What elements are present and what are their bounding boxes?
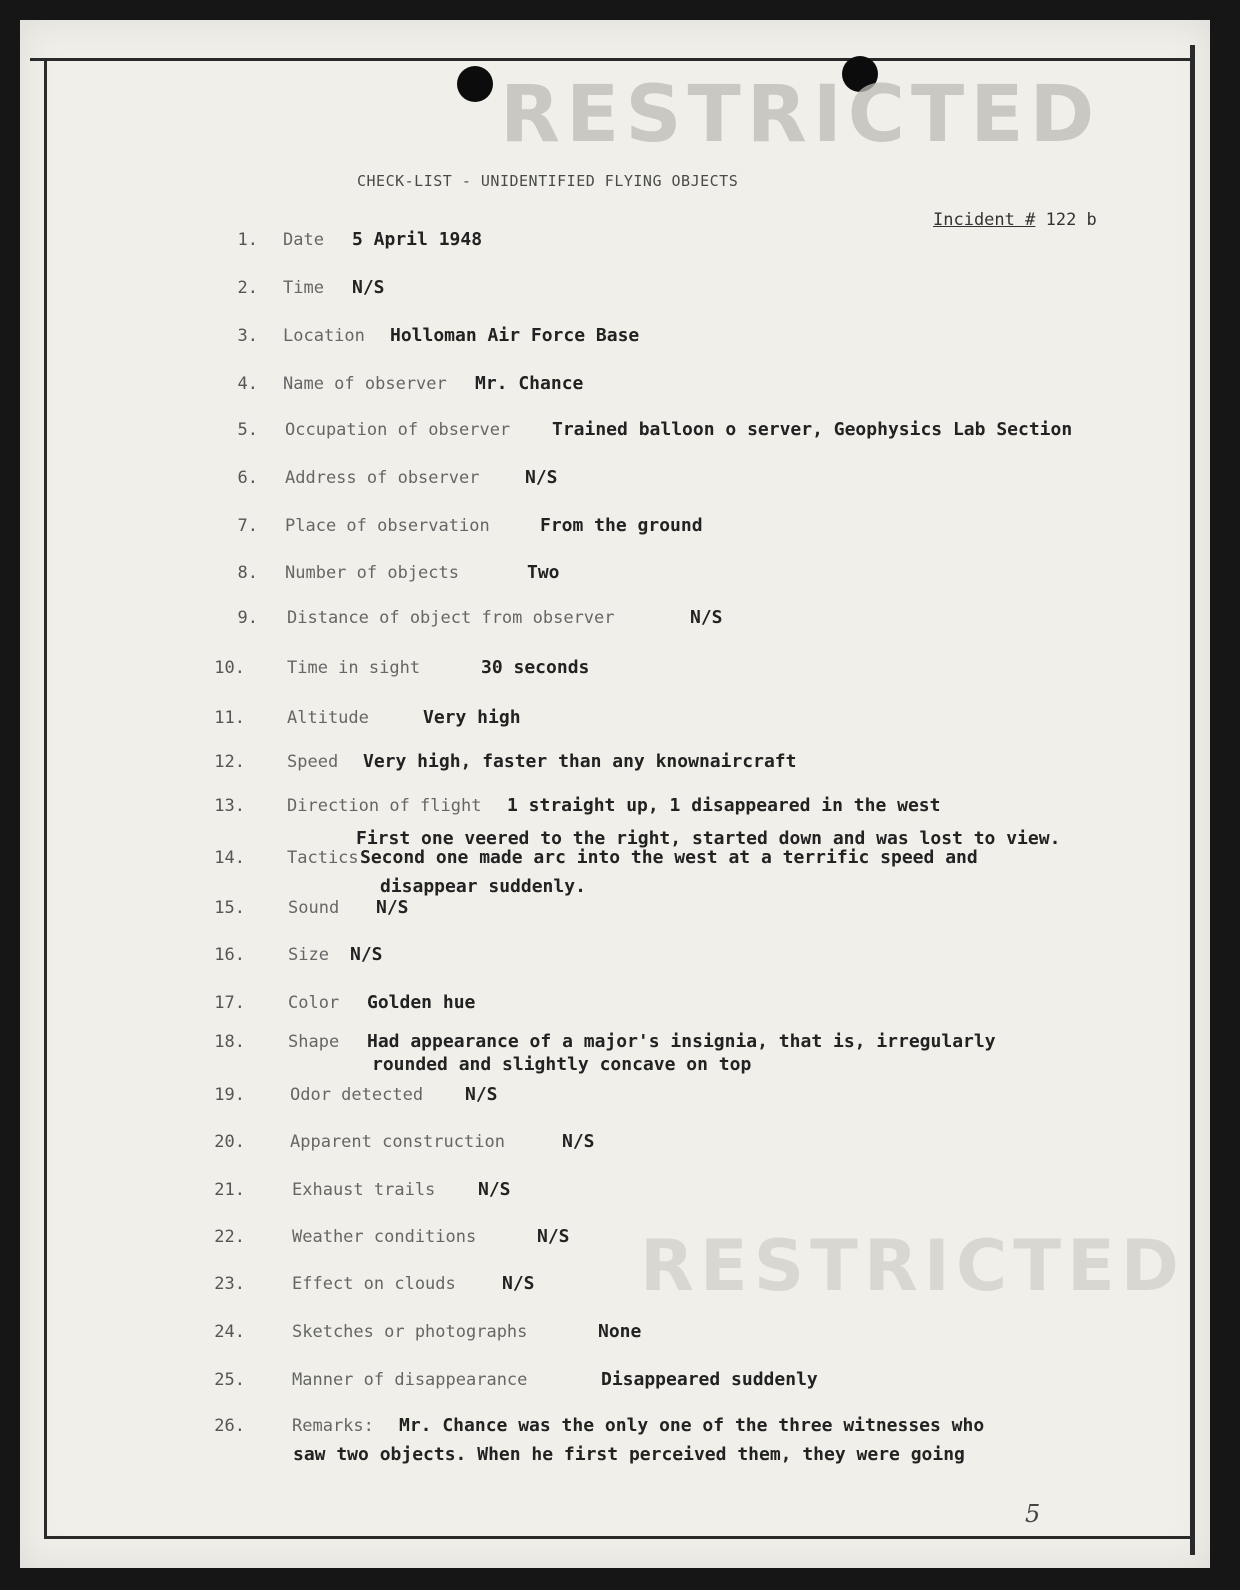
shape-continuation: rounded and slightly concave on top [372,1054,752,1075]
item-value: N/S [352,277,385,298]
document-title: CHECK-LIST - UNIDENTIFIED FLYING OBJECTS [357,172,739,190]
item-label: Shape [288,1032,340,1052]
item-value: N/S [525,467,558,488]
item-label: Location [283,326,365,346]
incident-value: 122 b [1045,210,1097,230]
item-value: Holloman Air Force Base [390,325,640,346]
item-value: Very high, faster than any knownaircraft [363,751,797,772]
item-number: 16. [214,945,245,965]
item-value: Mr. Chance [475,373,584,394]
item-number: 9. [237,608,258,628]
tactics-last-line: disappear suddenly. [380,876,586,897]
item-value: Second one made arc into the west at a terrific speed and [360,847,978,868]
item-value: N/S [376,897,409,918]
item-label: Color [288,993,340,1013]
tactics-first-line: First one veered to the right, started down and was lost to view. [356,828,1061,849]
item-label: Tactics [287,848,359,868]
incident-number [933,210,1097,230]
item-number: 14. [214,848,245,868]
item-value: Had appearance of a major's insignia, that is, irregularly [367,1031,996,1052]
item-label: Distance of object from observer [287,608,615,628]
item-number: 19. [214,1085,245,1105]
item-number: 20. [214,1132,245,1152]
item-label: Effect on clouds [292,1274,456,1294]
item-label: Date [283,230,324,250]
item-value: N/S [690,607,723,628]
item-label: Time in sight [287,658,421,678]
item-value: Two [527,562,560,583]
item-value: N/S [478,1179,511,1200]
restricted-stamp-bottom: RESTRICTED [640,1225,1185,1307]
item-number: 1. [237,230,258,250]
item-value: N/S [465,1084,498,1105]
item-number: 11. [214,708,245,728]
item-value: N/S [350,944,383,965]
page-number: 5 [1025,1500,1041,1528]
item-number: 10. [214,658,245,678]
item-value: 5 April 1948 [352,229,483,250]
item-number: 6. [237,468,258,488]
item-label: Sketches or photographs [292,1322,528,1342]
left-border-line [44,58,47,1538]
item-number: 22. [214,1227,245,1247]
item-value: Very high [423,707,521,728]
item-number: 2. [237,278,258,298]
item-label: Manner of disappearance [292,1370,528,1390]
item-label: Occupation of observer [285,420,511,440]
item-number: 12. [214,752,245,772]
item-value: N/S [502,1273,535,1294]
item-number: 15. [214,898,245,918]
item-number: 7. [237,516,258,536]
right-border-line [1190,45,1195,1555]
item-number: 24. [214,1322,245,1342]
item-label: Odor detected [290,1085,424,1105]
item-label: Speed [287,752,339,772]
item-label: Weather conditions [292,1227,477,1247]
item-label: Apparent construction [290,1132,505,1152]
item-number: 25. [214,1370,245,1390]
item-number: 21. [214,1180,245,1200]
item-label: Sound [288,898,340,918]
item-label: Remarks: [292,1416,374,1436]
item-number: 26. [214,1416,245,1436]
item-value: Mr. Chance was the only one of the three witnesses who [399,1415,985,1436]
item-label: Exhaust trails [292,1180,436,1200]
item-label: Place of observation [285,516,490,536]
item-value: 1 straight up, 1 disappeared in the west [507,795,941,816]
bottom-border-line [44,1536,1194,1539]
item-value: From the ground [540,515,703,536]
item-number: 3. [237,326,258,346]
item-number: 8. [237,563,258,583]
item-label: Number of objects [285,563,459,583]
punch-hole-left [457,66,493,102]
item-label: Size [288,945,329,965]
item-value: N/S [537,1226,570,1247]
item-number: 18. [214,1032,245,1052]
item-number: 13. [214,796,245,816]
item-label: Name of observer [283,374,447,394]
item-label: Time [283,278,324,298]
restricted-stamp-top: RESTRICTED [500,70,1101,160]
item-value: 30 seconds [481,657,590,678]
item-number: 17. [214,993,245,1013]
item-label: Altitude [287,708,369,728]
item-label: Address of observer [285,468,480,488]
item-value: Trained balloon o server, Geophysics Lab Section [552,419,1073,440]
incident-label: Incident # [933,210,1036,230]
item-label: Direction of flight [287,796,482,816]
remarks-continuation: saw two objects. When he first perceived them, they were going [293,1444,965,1465]
item-value: None [598,1321,642,1342]
item-value: N/S [562,1131,595,1152]
item-value: Golden hue [367,992,476,1013]
item-number: 5. [237,420,258,440]
item-number: 23. [214,1274,245,1294]
item-value: Disappeared suddenly [601,1369,818,1390]
top-border-line [30,58,1195,61]
item-number: 4. [237,374,258,394]
